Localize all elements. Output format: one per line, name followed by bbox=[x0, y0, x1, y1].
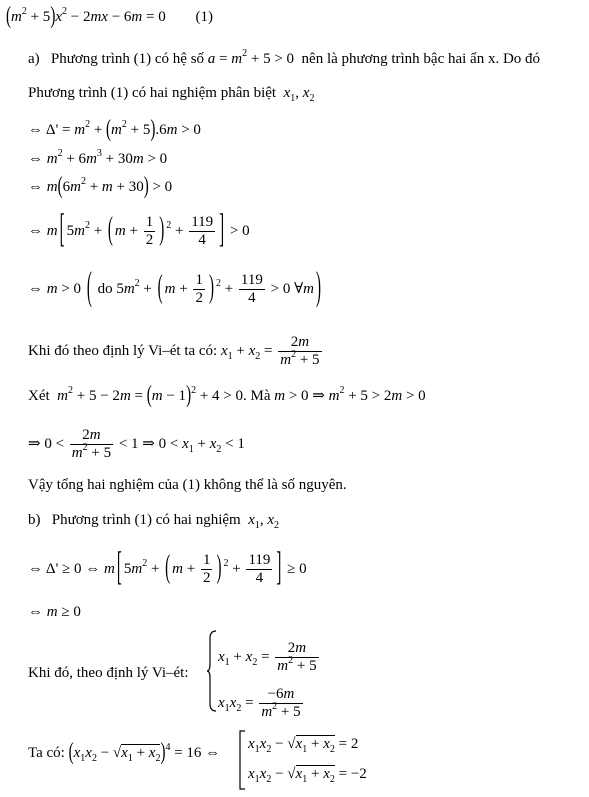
part-b-line-1: b) Phương trình (1) có hai nghiệm $x_1$, $x_2$ bbox=[28, 512, 280, 531]
step-factor: ⇔ $m(6m^2 + m + 30) > 0$ bbox=[28, 173, 173, 200]
part-b-delta: ⇔ Δ' ≥ 0 ⇔ m [ $5m^2$ + ( m + $\frac{1}{2}$ ) $^2$ + $\frac{119}{4}$ ] ≥ 0 bbox=[28, 546, 307, 590]
step-m-positive: ⇔ m > 0 ( do $5m^2$ + ( m + $\frac{1}{2}$ ) $^2$ + $\frac{119}{4}$ > 0 ∀m ) bbox=[28, 266, 321, 310]
part-a-marker: a) bbox=[28, 51, 40, 67]
system-brace bbox=[206, 630, 218, 712]
system-product: $x_1x_2$ = $\frac{-6m}{m^2 + 5}$ bbox=[218, 686, 301, 721]
equation-1: $(m^2 + 5)x^2 - 2mx - 6m = 0$ (1) bbox=[6, 3, 213, 30]
case-negative: $x_1x_2 - √x_1 + x_2 = -2$ bbox=[248, 766, 367, 785]
case-positive: $x_1x_2 - √x_1 + x_2 = 2$ bbox=[248, 736, 359, 755]
step-delta: ⇔ $\Delta' = m^2 + (m^2 + 5).6m > 0$ bbox=[28, 116, 201, 143]
part-b-m-nonneg: ⇔ m ≥ 0 bbox=[28, 604, 81, 620]
part-b-taco: Ta có: $(x_1x_2 - √x_1 + x_2)^4 = 16$ ⇔ bbox=[28, 739, 221, 766]
step-expand: ⇔ $m^2 + 6m^3 + 30m > 0$ bbox=[28, 148, 168, 167]
step-complete-square: ⇔ m [ $5m^2$ + ( m + $\frac{1}{2}$ ) $^2$ + $\frac{119}{4}$ ] > 0 bbox=[28, 208, 250, 252]
part-a-vieta: Khi đó theo định lý Vi–ét ta có: $x_1 + x_2$ = $\frac{2m}{m^2 + 5}$ bbox=[28, 334, 320, 369]
case-bracket bbox=[238, 730, 246, 790]
part-a-line-2: Phương trình (1) có hai nghiệm phân biệt $x_1$, $x_2$ bbox=[28, 85, 315, 104]
equation-label: (1) bbox=[195, 9, 213, 25]
system-sum: $x_1 + x_2$ = $\frac{2m}{m^2 + 5}$ bbox=[218, 640, 317, 675]
part-b-vieta-label: Khi đó, theo định lý Vi–ét: bbox=[28, 665, 189, 681]
part-a-line-1: a) Phương trình (1) có hệ số $a = m^2 + 5 > 0$ nên là phương trình bậc hai ẩn x. Do đó bbox=[28, 48, 541, 67]
part-a-xet: Xét $m^2 + 5 - 2m = (m - 1)^2 + 4 > 0$. Mà m > 0 ⇒ $m^2 + 5 > 2m > 0$ bbox=[28, 382, 426, 409]
part-a-bound: ⇒ 0 < $\frac{2m}{m^2 + 5}$ < 1 ⇒ $0 < x_1 + x_2 < 1$ bbox=[28, 427, 245, 462]
part-b-marker: b) bbox=[28, 512, 41, 528]
part-a-conclusion: Vậy tổng hai nghiệm của (1) không thể là số nguyên. bbox=[28, 477, 347, 493]
